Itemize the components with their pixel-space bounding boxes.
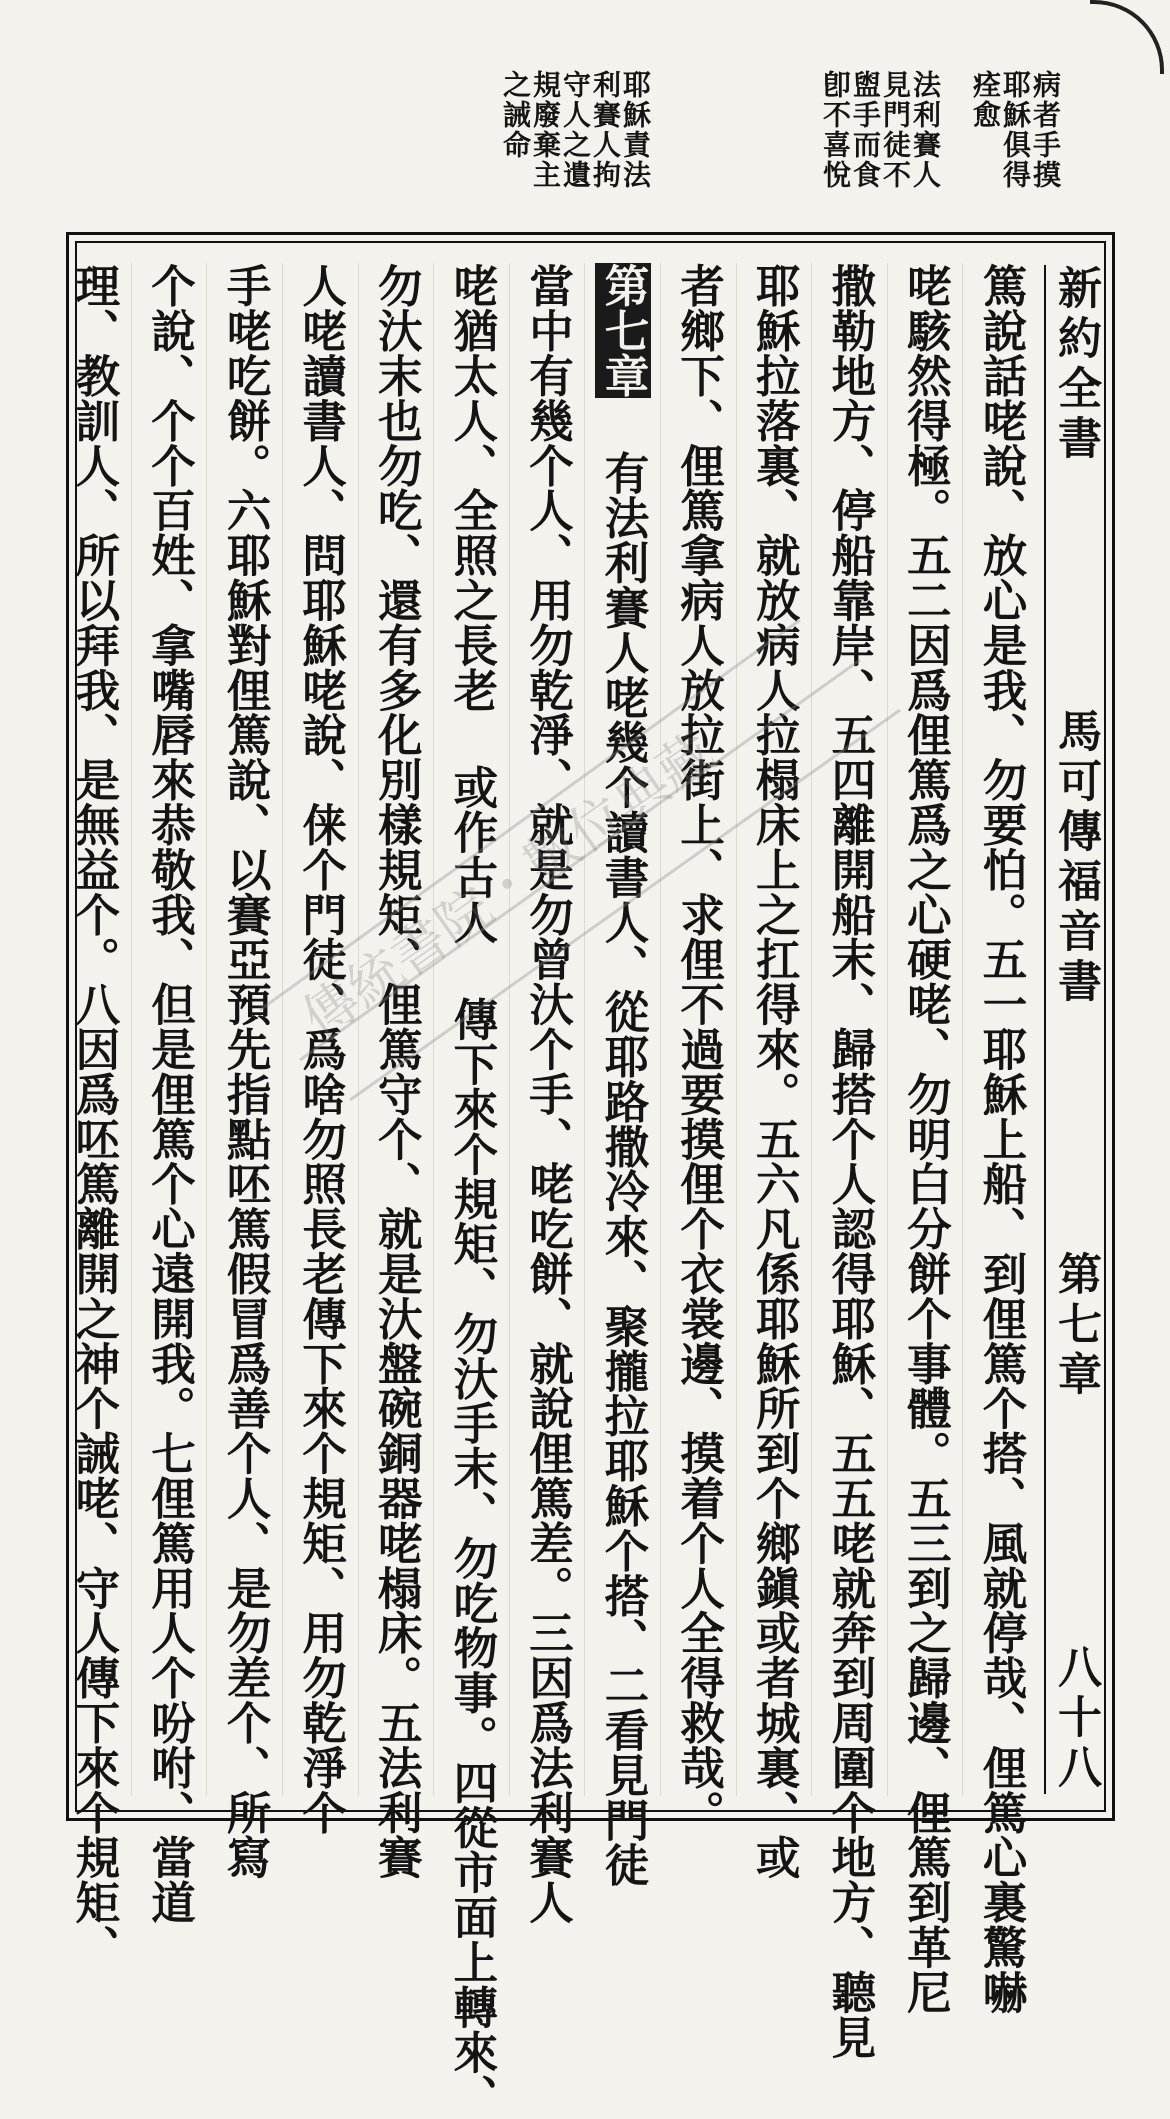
page-corner-curl bbox=[1090, 0, 1164, 74]
running-header bbox=[1044, 265, 1104, 1794]
page-number: 八十八 bbox=[1050, 1644, 1101, 1794]
marginal-notes bbox=[60, 70, 1060, 220]
text-column: 篤說話咾說、放心是我、勿要怕。五一耶穌上船、到俚篤个搭、風就停哉、俚篤心裏驚嚇 bbox=[975, 263, 1027, 2015]
scripture-text bbox=[67, 263, 1038, 2119]
margin-note-rebuke: 耶穌責法 利賽人拘 守人之遺 規廢棄主 之誡命 bbox=[499, 70, 652, 190]
gospel-title: 馬可傳福音書 bbox=[1050, 708, 1101, 1008]
text-column: 个說、个个百姓、拿嘴唇來恭敬我、但是俚篤个心遠開我。七俚篤用人个吩咐、當道 bbox=[132, 263, 208, 1796]
text-column: 第七章 有法利賽人咾幾个讀書人、從耶路撒冷來、聚攏拉耶穌个搭、二看見門徒 bbox=[585, 263, 661, 1796]
text-column: 當中有幾个人、用勿乾淨、就是勿曾汏个手、咾吃餅、就說俚篤差。三因爲法利賽人 bbox=[510, 263, 586, 1796]
margin-note-healing: 病者手摸 耶穌俱得 痊愈 bbox=[969, 70, 1062, 190]
margin-note-pharisees: 法利賽人 見門徒不 盥手而食 卽不喜悅 bbox=[819, 70, 942, 190]
chapter-heading-highlight: 第七章 bbox=[597, 263, 650, 398]
text-column: 咾駭然得極。五二因爲俚篤爲之心硬咾、勿明白分餅个事體。五三到之歸邊、俚篤到革尼 bbox=[888, 263, 964, 1796]
text-column: 勿汏末也勿吃、還有多化別樣規矩、俚篤守个、就是汏盤碗銅器咾榻床。五法利賽 bbox=[359, 263, 435, 1796]
chapter-label: 第七章 bbox=[1050, 1251, 1101, 1401]
text-column: 者鄉下、俚篤拿病人放拉街上、求俚不過要摸俚个衣裳邊、摸着个人全得救哉。 bbox=[661, 263, 737, 1796]
text-column: 撒勒地方、停船靠岸、五四離開船末、歸搭个人認得耶穌、五五咾就奔到周圍个地方、聽見 bbox=[812, 263, 888, 1796]
text-column: 理、教訓人、所以拜我、是無益个。八因爲呸篤離開之神个誡咾、守人傳下來个規矩、 bbox=[56, 263, 132, 1796]
text-frame bbox=[66, 232, 1115, 2119]
text-column: 耶穌拉落裏、就放病人拉榻床上之扛得來。五六凡係耶穌所到个鄉鎭或者城裏、或 bbox=[737, 263, 813, 1796]
book-title: 新約全書 bbox=[1050, 265, 1101, 465]
watermark-text: 傳統書院・數位典藏 bbox=[291, 720, 726, 1051]
text-column: 手咾吃餅。六耶穌對俚篤說、以賽亞預先指點呸篤假冒爲善个人、是勿差个、所寫 bbox=[207, 263, 283, 1796]
text-column: 人咾讀書人、問耶穌咾說、俫个門徒、爲啥勿照長老傳下來个規矩、用勿乾淨个 bbox=[283, 263, 359, 1796]
text-column: 咾猶太人、全照之長老 或作古人 傳下來个規矩、勿汏手末、勿吃物事。四從市面上轉來、 bbox=[434, 263, 510, 1796]
